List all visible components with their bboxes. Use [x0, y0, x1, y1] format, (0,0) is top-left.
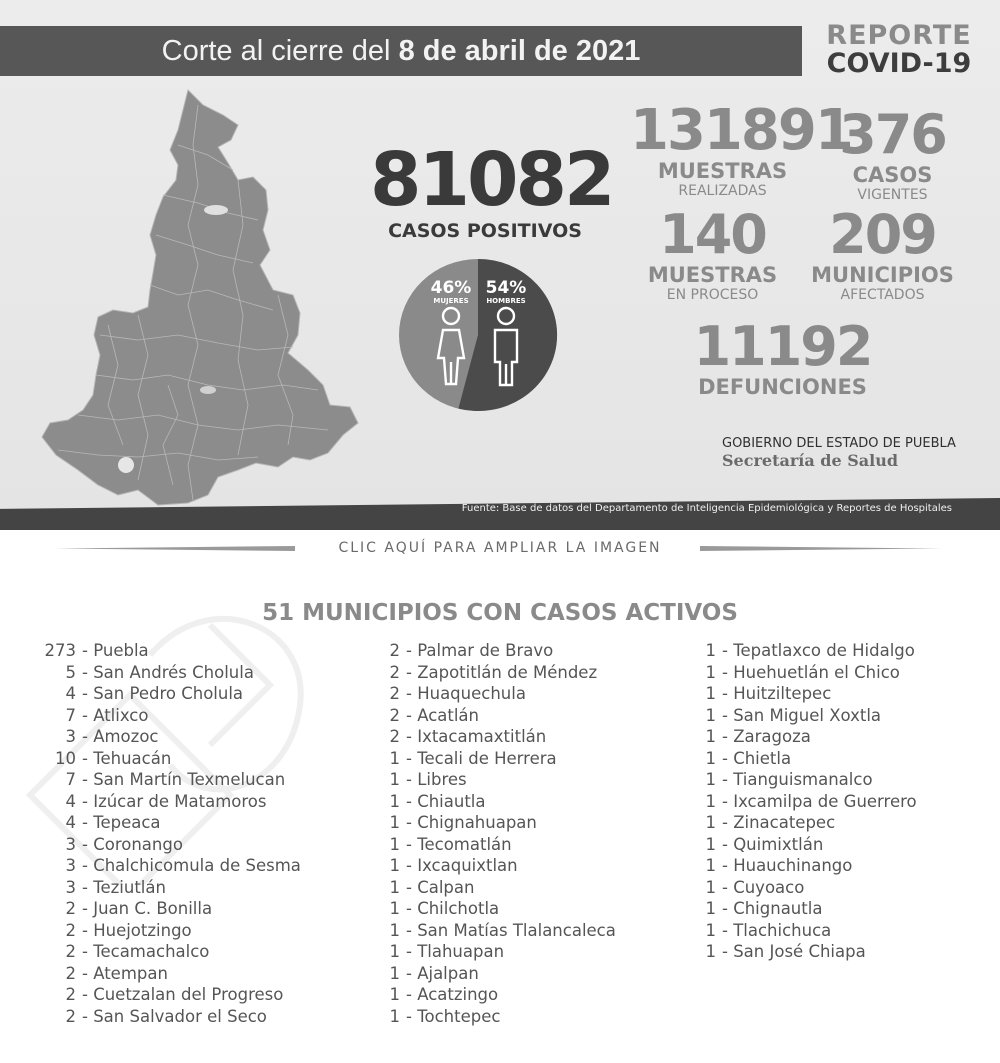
list-item: [692, 769, 917, 791]
case-count: 1: [705, 899, 716, 918]
case-count: 3: [65, 834, 76, 854]
list-item: [40, 791, 301, 813]
case-count: 1: [389, 748, 400, 768]
gender-pie-chart: [398, 258, 558, 413]
municipality-name: - Amozoc: [82, 727, 159, 746]
in-process-stat: [640, 203, 785, 304]
list-item: [692, 812, 917, 834]
list-item: [372, 769, 616, 791]
in-process-label: MUESTRAS: [647, 263, 778, 287]
case-count: 4: [65, 813, 76, 832]
list-item: [372, 898, 616, 920]
municipality-name: - Zapotitlán de Méndez: [406, 662, 598, 682]
municipalities-value: 209: [829, 203, 936, 266]
municipality-name: - Juan C. Bonilla: [82, 899, 213, 918]
date-title-bar: [0, 26, 802, 76]
list-item: [40, 683, 301, 705]
municipality-name: - Tlachichuca: [722, 920, 832, 940]
list-item: [372, 726, 616, 748]
case-count: 1: [389, 813, 400, 832]
health-secretariat: Secretaría de Salud: [722, 451, 899, 470]
municipality-name: - Huauchinango: [722, 856, 853, 875]
list-item: [692, 898, 917, 920]
municipality-name: - Tehuacán: [82, 748, 172, 768]
list-item: [692, 705, 917, 727]
case-count: 3: [65, 727, 76, 746]
municipality-name: - Tecomatlán: [406, 834, 512, 854]
municipalities-label: MUNICIPIOS: [811, 263, 954, 287]
municipality-name: - Tecamachalco: [82, 942, 210, 961]
municipality-name: - Izúcar de Matamoros: [82, 791, 267, 811]
case-count: 1: [705, 641, 716, 660]
municipality-name: - Ixcaquixtlan: [406, 856, 518, 875]
case-count: 1: [705, 748, 716, 768]
list-item: [40, 662, 301, 684]
current-cases-sublabel: VIGENTES: [857, 187, 928, 203]
list-item: [372, 941, 616, 963]
municipality-name: - Palmar de Bravo: [406, 641, 554, 660]
municipality-name: - Chignautla: [722, 899, 823, 918]
municipality-name: - Ixcamilpa de Guerrero: [722, 791, 917, 811]
case-count: 2: [65, 985, 76, 1004]
case-count: 2: [389, 727, 400, 746]
municipality-name: - San Miguel Xoxtla: [722, 705, 882, 725]
government-name: GOBIERNO DEL ESTADO DE PUEBLA: [722, 436, 956, 451]
samples-label: MUESTRAS: [657, 159, 788, 183]
municipality-name: - Chignahuapan: [406, 813, 537, 832]
enlarge-image-label[interactable]: CLIC AQUÍ PARA AMPLIAR LA IMAGEN: [338, 540, 662, 556]
municipality-name: - Chalchicomula de Sesma: [82, 856, 301, 875]
municipality-name: - Tecali de Herrera: [406, 748, 557, 768]
men-label: HOMBRES: [486, 297, 526, 305]
case-count: 2: [65, 963, 76, 983]
municipality-name: - Ixtacamaxtitlán: [406, 727, 547, 746]
case-count: 1: [705, 791, 716, 811]
municipality-name: - Tlahuapan: [406, 942, 505, 961]
municipality-name: - Huaquechula: [406, 684, 526, 703]
list-item: [692, 726, 917, 748]
municipality-name: - Cuyoaco: [722, 877, 805, 897]
list-item: [692, 791, 917, 813]
list-item: [372, 877, 616, 899]
list-item: [692, 877, 917, 899]
case-count: 1: [389, 899, 400, 918]
municipality-name: - Huejotzingo: [82, 920, 192, 940]
case-count: 1: [389, 942, 400, 961]
deaths-value: 11192: [693, 315, 872, 378]
case-count: 2: [65, 899, 76, 918]
case-count: 1: [389, 856, 400, 875]
list-item: [40, 963, 301, 985]
case-count: 1: [705, 834, 716, 854]
case-count: 1: [389, 920, 400, 940]
municipality-name: - Chietla: [722, 748, 792, 768]
list-item: [40, 769, 301, 791]
case-count: 3: [65, 856, 76, 875]
current-cases-stat: [830, 103, 955, 204]
in-process-sublabel: EN PROCESO: [666, 287, 759, 303]
municipality-name: - Huehuetlán el Chico: [722, 662, 900, 682]
case-count: 2: [389, 662, 400, 682]
municipality-name: - San Matías Tlalancaleca: [406, 920, 616, 940]
puebla-map-icon[interactable]: [38, 85, 363, 510]
case-count: 1: [389, 834, 400, 854]
women-label: MUJERES: [433, 297, 469, 305]
municipalities-stat: [810, 203, 955, 304]
case-count: 1: [389, 963, 400, 983]
list-item: [40, 941, 301, 963]
municipality-name: - San Salvador el Seco: [82, 1006, 267, 1026]
municipality-list-col2: [372, 640, 616, 1027]
case-count: 2: [389, 705, 400, 725]
municipality-name: - San Andrés Cholula: [82, 662, 254, 682]
municipality-name: - Chilchotla: [406, 899, 500, 918]
list-item: [40, 920, 301, 942]
municipality-name: - San Martín Texmelucan: [82, 770, 286, 789]
title-prefix: Corte al cierre del: [161, 35, 399, 67]
case-count: 1: [705, 705, 716, 725]
report-badge: [818, 22, 980, 78]
women-pct: 46%: [430, 278, 472, 298]
positive-cases-value: 81082: [370, 137, 613, 223]
municipality-name: - Calpan: [406, 877, 475, 897]
municipality-name: - Quimixtlán: [722, 834, 824, 854]
active-cases-title: 51 MUNICIPIOS CON CASOS ACTIVOS: [262, 600, 738, 626]
list-item: [40, 877, 301, 899]
samples-sublabel: REALIZADAS: [678, 183, 767, 199]
case-count: 1: [705, 770, 716, 789]
case-count: 5: [65, 662, 76, 682]
list-item: [692, 640, 917, 662]
list-item: [692, 941, 917, 963]
list-item: [372, 683, 616, 705]
case-count: 2: [389, 684, 400, 703]
municipalities-sublabel: AFECTADOS: [840, 287, 925, 303]
municipality-name: - Acatlán: [406, 705, 480, 725]
list-item: [372, 791, 616, 813]
current-cases-value: 376: [839, 103, 946, 166]
case-count: 1: [705, 942, 716, 961]
case-count: 1: [705, 727, 716, 746]
list-item: [692, 834, 917, 856]
positive-cases-label: CASOS POSITIVOS: [388, 220, 582, 242]
case-count: 1: [389, 985, 400, 1004]
municipality-name: - Tochtepec: [406, 1006, 501, 1026]
case-count: 1: [705, 856, 716, 875]
municipality-name: - Atempan: [82, 963, 168, 983]
report-header-panel: [0, 0, 1000, 530]
municipality-list-col3: [692, 640, 917, 963]
list-item: [372, 748, 616, 770]
case-count: 1: [389, 770, 400, 789]
case-count: 10: [55, 748, 76, 768]
list-item: [40, 834, 301, 856]
samples-stat: [630, 98, 852, 200]
case-count: 7: [65, 770, 76, 789]
list-item: [40, 1006, 301, 1028]
list-item: [40, 984, 301, 1006]
list-item: [372, 984, 616, 1006]
case-count: 1: [389, 877, 400, 897]
list-item: [372, 855, 616, 877]
case-count: 273: [44, 641, 76, 660]
list-item: [372, 812, 616, 834]
list-item: [40, 855, 301, 877]
samples-value: 131891: [630, 98, 852, 163]
municipality-name: - Atlixco: [82, 705, 149, 725]
list-item: [40, 812, 301, 834]
list-item: [692, 855, 917, 877]
municipality-name: - Tianguismanalco: [722, 770, 873, 789]
municipality-name: - Huitziltepec: [722, 684, 832, 703]
municipality-name: - Libres: [406, 770, 467, 789]
municipality-name: - Cuetzalan del Progreso: [82, 985, 284, 1004]
municipality-name: - Chiautla: [406, 791, 486, 811]
enlarge-image-link[interactable]: [0, 540, 1000, 560]
case-count: 1: [389, 791, 400, 811]
list-item: [40, 640, 301, 662]
case-count: 1: [705, 662, 716, 682]
case-count: 1: [705, 684, 716, 703]
case-count: 4: [65, 791, 76, 811]
case-count: 2: [389, 641, 400, 660]
list-item: [372, 705, 616, 727]
case-count: 1: [705, 920, 716, 940]
list-item: [40, 748, 301, 770]
list-item: [692, 662, 917, 684]
case-count: 1: [705, 813, 716, 832]
men-pct: 54%: [485, 278, 527, 298]
government-credit: [722, 436, 956, 470]
list-item: [372, 920, 616, 942]
case-count: 2: [65, 942, 76, 961]
municipality-name: - Tepeaca: [82, 813, 161, 832]
list-item: [372, 963, 616, 985]
municipality-list-col1: [40, 640, 301, 1027]
deaths-stat: [690, 315, 875, 399]
case-count: 7: [65, 705, 76, 725]
list-item: [40, 898, 301, 920]
deaths-label: DEFUNCIONES: [698, 375, 867, 399]
current-cases-label: CASOS: [852, 163, 933, 187]
divider-right: [700, 546, 942, 551]
list-item: [40, 726, 301, 748]
case-count: 3: [65, 877, 76, 897]
list-item: [692, 683, 917, 705]
municipality-name: - San Pedro Cholula: [82, 684, 244, 703]
list-item: [40, 705, 301, 727]
list-item: [372, 834, 616, 856]
municipality-name: - Puebla: [82, 641, 149, 660]
in-process-value: 140: [659, 203, 766, 266]
municipality-name: - Ajalpan: [406, 963, 479, 983]
municipality-name: - Teziutlán: [82, 877, 166, 897]
municipality-name: - Coronango: [82, 834, 183, 854]
report-label: REPORTE: [826, 20, 972, 51]
municipality-name: - Zaragoza: [722, 727, 811, 746]
covid-label: COVID-19: [826, 48, 972, 79]
list-item: [372, 662, 616, 684]
municipality-name: - Zinacatepec: [722, 813, 836, 832]
list-item: [692, 920, 917, 942]
positive-cases-block: [370, 137, 613, 242]
source-text: Fuente: Base de datos del Departamento de Inteligencia Epidemiológica y Reportes de Hospitales: [461, 503, 952, 514]
case-count: 1: [705, 877, 716, 897]
case-count: 4: [65, 684, 76, 703]
list-item: [372, 640, 616, 662]
municipality-name: - Acatzingo: [406, 985, 499, 1004]
case-count: 1: [389, 1006, 400, 1026]
list-item: [372, 1006, 616, 1028]
list-item: [692, 748, 917, 770]
municipality-name: - San José Chiapa: [722, 942, 866, 961]
case-count: 2: [65, 920, 76, 940]
municipality-name: - Tepatlaxco de Hidalgo: [722, 641, 915, 660]
title-date: 8 de abril de 2021: [398, 35, 641, 67]
case-count: 2: [65, 1006, 76, 1026]
divider-left: [55, 546, 295, 551]
